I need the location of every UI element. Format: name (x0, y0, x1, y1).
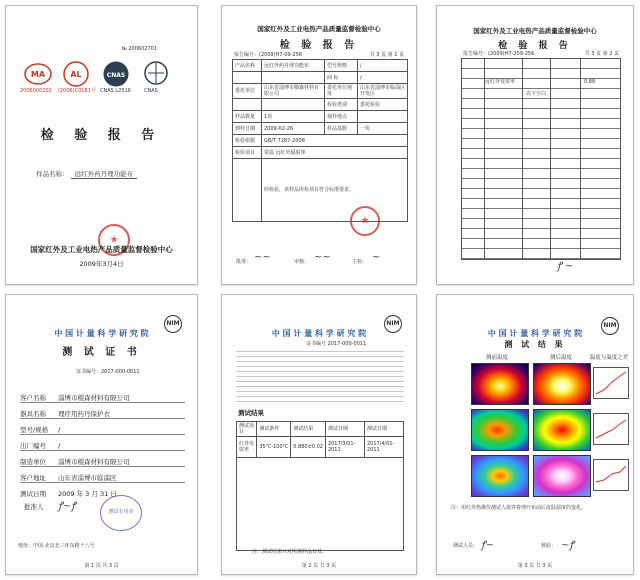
table-cell: 山东省淄博市稷森材料有限公司 (262, 84, 325, 99)
table-cell (262, 72, 325, 84)
report-cover-page (5, 5, 198, 285)
table-cell: 山东省淄博市临淄区开发区 (358, 84, 408, 99)
table-cell: 2009-02-26 (262, 123, 325, 135)
test-report-page-1 (221, 5, 417, 285)
sample-name-line (36, 169, 137, 178)
nim-logo: NIM (164, 315, 182, 333)
conclusion-cell (262, 159, 408, 222)
results-table (236, 421, 404, 551)
table-cell: 产品名称 (233, 60, 262, 72)
cal-logo-number: (2006)C0181号 (58, 88, 96, 94)
field-value: 淄博市稷森材料有限公司 (58, 458, 130, 466)
report-title: 检 验 报 告 (279, 40, 359, 51)
table-header-cell: 测试项目 (237, 422, 257, 437)
svg-text:CNAS: CNAS (106, 72, 126, 79)
institute-name: 中 国 计 量 科 学 研 究 院 (54, 329, 149, 338)
table-header-cell: 测试结果 (291, 422, 326, 437)
blank-below-note: 以下空白 (526, 91, 547, 97)
certificate-number: 证书编号 2017-000-0011 (306, 341, 367, 347)
approver-label: 批准人 (24, 503, 44, 511)
certificate-fields (20, 387, 185, 498)
table-cell: 常温 远红外辐射率 (262, 147, 408, 159)
difference-graph-1 (593, 367, 629, 399)
field-row (20, 403, 185, 419)
verifier-signature: ~ꝭ (561, 540, 575, 551)
table-cell: 2017/4/01-2011 (364, 437, 403, 458)
table-cell: 2017/3/01-2011 (325, 437, 364, 458)
field-value: 山东省淄博市临淄区 (58, 474, 117, 482)
sample-name-value: 远红外药丹理功能布 (71, 170, 138, 179)
certificate-title: 测 试 证 书 (62, 347, 141, 358)
test-report-page-2 (436, 5, 634, 285)
field-row (20, 435, 185, 451)
field-label: 制造单位 (20, 458, 46, 466)
approver-signature: ~~ (254, 252, 271, 263)
page-indicator: 共 3 页 第 1 页 (369, 52, 404, 58)
report-number: 报告编号：(2009)H7-09-256 (234, 52, 303, 58)
table-cell: 红外发射率 (237, 437, 257, 458)
thermal-image-before-3 (471, 455, 529, 497)
table-cell: 抽样地点 (325, 111, 358, 123)
reviewer-signature: ~~ (314, 252, 331, 263)
red-seal-stamp (350, 206, 380, 236)
section-title: 测试结果 (238, 409, 264, 417)
table-cell: 检验类别 (325, 99, 358, 111)
org-header: 国家红外及工业电热产品质量监督检验中心 (257, 25, 381, 33)
table-cell: 一块 (358, 123, 408, 135)
field-value: / (58, 442, 61, 450)
test-conditions-text (236, 351, 404, 405)
table-header-cell: 测试条件 (257, 422, 291, 437)
cnas-logo (102, 61, 130, 87)
institute-address: 地址：中国·北京北三环东路十八号 (18, 543, 95, 549)
column-label-after: 测后温度 (549, 355, 572, 361)
field-row (20, 419, 185, 435)
grid-col-line (484, 59, 485, 259)
field-label: 型号/规格 (20, 426, 49, 434)
field-value: 淄博市稷森材料有限公司 (58, 394, 130, 402)
institute-name: 中 国 计 量 科 学 研 究 院 (271, 329, 367, 338)
field-label: 出厂编号 (20, 442, 46, 450)
org-header: 国家红外及工业电热产品质量监督检验中心 (473, 27, 597, 35)
svg-text:AL: AL (70, 70, 82, 79)
table-cell: GB/T 7287-2008 (262, 135, 408, 147)
table-cell: 到样日期 (233, 123, 262, 135)
table-cell (233, 159, 262, 222)
table-header-cell: 测试日期 (364, 422, 403, 437)
table-cell (262, 99, 325, 111)
signature: ꝭ ~ (557, 261, 574, 272)
table-cell: 0.880±0.02 (291, 437, 326, 458)
table-cell: 检验依据 (233, 135, 262, 147)
page-indicator: 第 3 页 共 3 页 (517, 563, 553, 569)
cma-logo (24, 63, 52, 85)
field-value: 2009 年 3 月 31 日 (58, 490, 117, 498)
ilac-logo (142, 61, 170, 87)
table-row-conclusion (233, 159, 408, 222)
table-cell: / (358, 72, 408, 84)
thermal-image-after-2 (533, 409, 591, 451)
table-row (233, 111, 408, 123)
table-row (233, 84, 408, 99)
field-row (20, 483, 185, 498)
table-cell: 远红外药丹理功能布 (262, 60, 325, 72)
verifier-label: 核验： (541, 543, 557, 549)
table-cell (233, 72, 262, 84)
field-label: 客户地址 (20, 474, 46, 482)
field-row (20, 387, 185, 403)
cal-logo (62, 61, 90, 87)
sample-name-label: 样品名称： (36, 170, 69, 178)
inspector-signature: ~ (372, 252, 381, 263)
results-grid (461, 58, 621, 260)
thermal-imaging-results-page (436, 294, 634, 575)
field-value: 理疗用药丹保护衣 (58, 410, 110, 418)
page-indicator: 共 3 页 第 2 页 (584, 51, 619, 57)
approver-signature: ꝭ~ꝭ (58, 501, 76, 512)
tester-signature: ꝭ~ (481, 540, 495, 551)
table-cell (233, 99, 262, 111)
difference-graph-2 (593, 413, 629, 445)
table-header-cell: 测试日期 (325, 422, 364, 437)
issuing-org: 国家红外及工业电热产品质量监督检验中心 (30, 245, 173, 254)
stamp-text: 测试专用章 (108, 509, 134, 515)
table-cell (358, 111, 408, 123)
field-label: 客户名称 (20, 394, 46, 402)
report-serial-number: № 200602701 (121, 46, 157, 52)
approve-label: 批准： (236, 259, 252, 265)
table-header-row (237, 422, 404, 437)
ilac-logo-number: CNAS (144, 88, 158, 94)
difference-graph-3 (593, 459, 629, 491)
thermal-image-after-3 (533, 455, 591, 497)
table-row (233, 72, 408, 84)
table-cell: 委托单位地址 (325, 84, 358, 99)
thermal-image-after-1 (533, 363, 591, 405)
field-label: 器具名称 (20, 410, 46, 418)
table-row (233, 123, 408, 135)
table-cell: 检验项目 (233, 147, 262, 159)
institute-name: 中 国 计 量 科 学 研 究 院 (487, 329, 583, 338)
inspector-label: 主检： (352, 259, 368, 265)
conclusion-text: 经检验，该样品所检项目符合标准要求。 (264, 187, 355, 193)
result-note: 注：测试结果只对所测样品有效。 (252, 549, 328, 555)
table-row (233, 60, 408, 72)
report-title: 检 验 报 告 (40, 128, 163, 143)
grid-col-line (580, 59, 581, 259)
table-row (237, 437, 404, 458)
field-row (20, 451, 185, 467)
test-certificate-page (5, 294, 198, 575)
table-row (233, 147, 408, 159)
table-cell: 1块 (262, 111, 325, 123)
grid-col-line (550, 59, 551, 259)
report-info-table (232, 59, 408, 222)
table-cell: 商 标 (325, 72, 358, 84)
table-cell: 样品数量 (233, 111, 262, 123)
footer-note: 注：用红外热像仪测试人体穿着理疗布前后皮肤温度的变化。 (451, 505, 587, 511)
field-label: 测试日期 (20, 490, 46, 498)
certification-logos (20, 61, 184, 96)
result-value: 0.88 (584, 79, 596, 85)
cnas-logo-number: CNAS L2516 (100, 88, 131, 94)
field-value: / (58, 426, 61, 434)
column-label-difference: 温度与温度之差 (589, 355, 629, 361)
review-label: 审核： (294, 259, 310, 265)
results-title: 测 试 结 果 (504, 340, 566, 349)
nim-logo: NIM (601, 317, 619, 335)
table-row-blank (237, 458, 404, 551)
report-number: 报告编号：(2009)H7-209-256 (463, 51, 535, 57)
table-row (233, 135, 408, 147)
result-item-name: 远红外发射率 (485, 79, 516, 85)
test-stamp (100, 495, 142, 531)
page-indicator: 第 1 页 共 3 页 (84, 563, 119, 569)
issue-date: 2009年3月4日 (79, 260, 124, 268)
tester-label: 测试人员： (453, 543, 479, 549)
table-cell: / (358, 60, 408, 72)
table-cell: 委托检验 (358, 99, 408, 111)
thermal-image-before-2 (471, 409, 529, 451)
table-row (233, 99, 408, 111)
nim-logo: NIM (384, 315, 402, 333)
table-cell: 样品基数 (325, 123, 358, 135)
cma-logo-number: 2006000202 (20, 88, 52, 94)
svg-text:MA: MA (30, 70, 46, 79)
grid-col-line (522, 59, 523, 259)
page-indicator: 第 2 页 共 3 页 (301, 563, 337, 569)
certificate-number: 证书编号：2017-000-0011 (76, 369, 140, 375)
report-title: 检 验 报 告 (498, 41, 572, 51)
column-label-before: 测前温度 (485, 355, 508, 361)
table-cell: 委托单位 (233, 84, 262, 99)
table-cell: 35℃-100℃ (257, 437, 291, 458)
table-cell: 型号规格 (325, 60, 358, 72)
thermal-image-before-1 (471, 363, 529, 405)
table-cell (237, 458, 404, 551)
field-row (20, 467, 185, 483)
test-result-page (221, 294, 417, 575)
